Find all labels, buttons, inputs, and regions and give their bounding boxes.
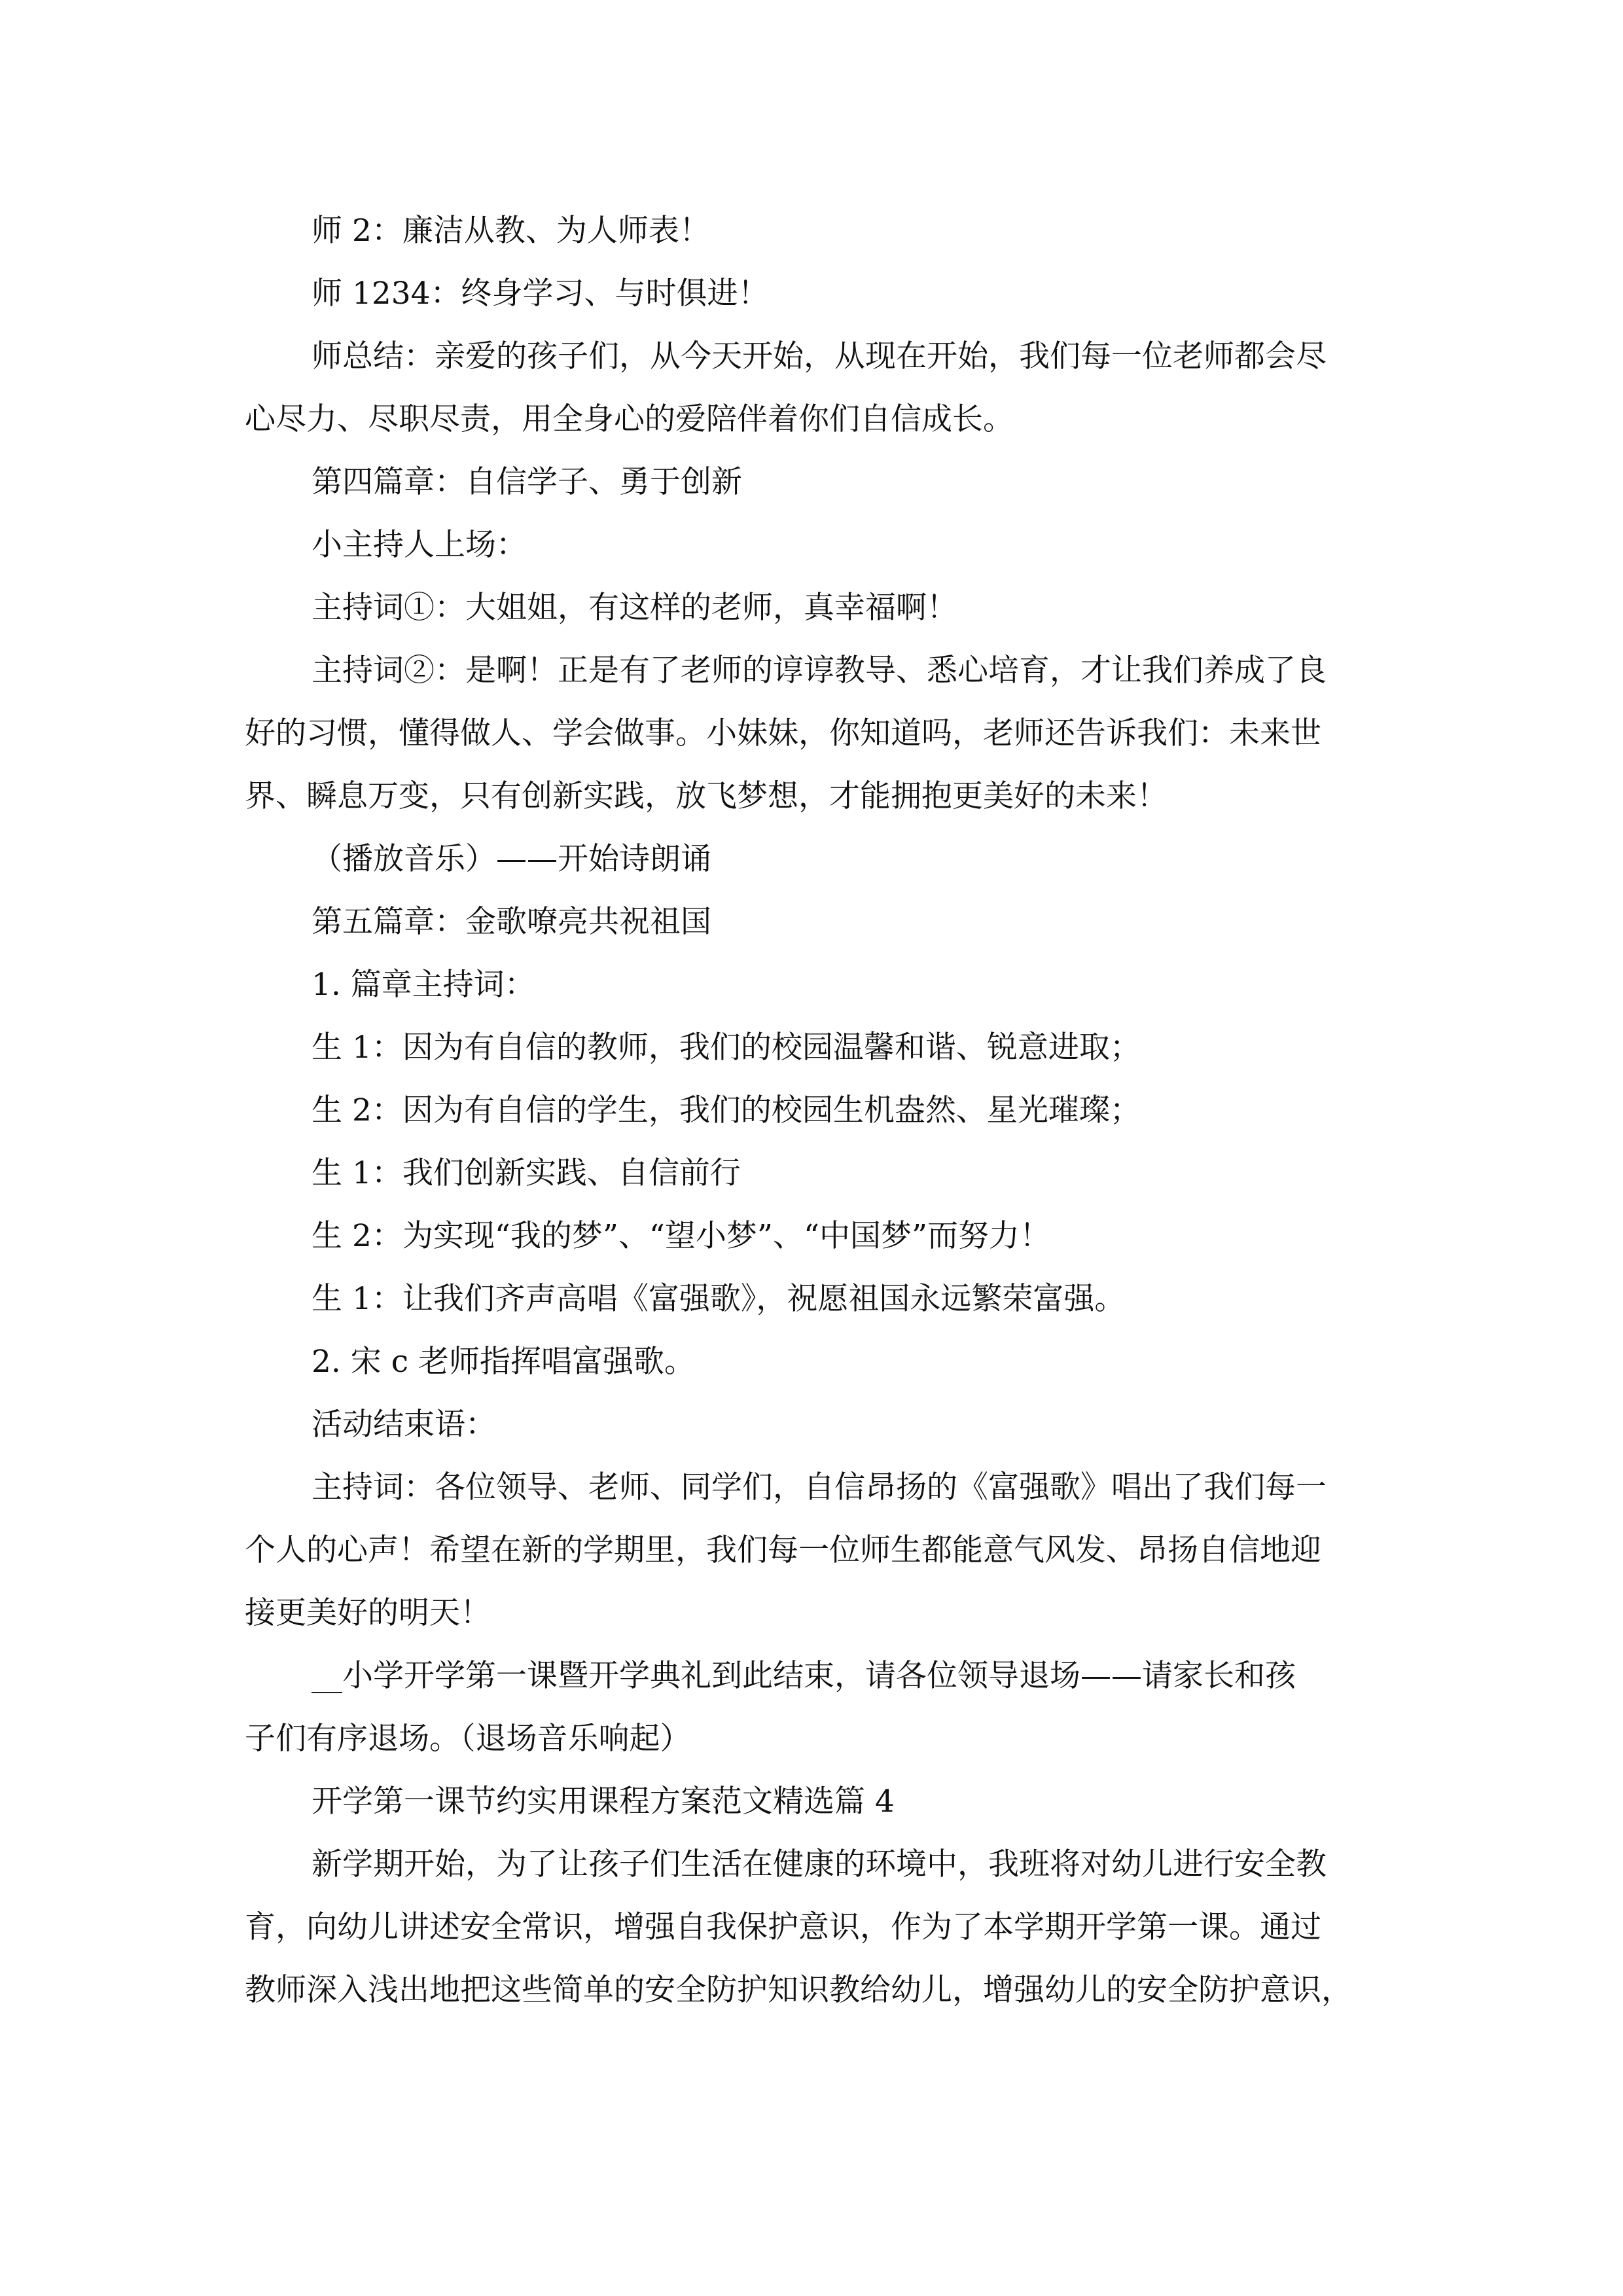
text-line: 心尽力、尽职尽责，用全身心的爱陪伴着你们自信成长。 bbox=[245, 401, 1014, 437]
text-line: 教师深入浅出地把这些简单的安全防护知识教给幼儿，增强幼儿的安全防护意识， bbox=[245, 1972, 1352, 2008]
text-line: 育，向幼儿讲述安全常识，增强自我保护意识，作为了本学期开学第一课。通过 bbox=[245, 1909, 1321, 1945]
text-line: 生 2：为实现“我的梦”、“望小梦”、“中国梦”而努力！ bbox=[312, 1218, 1051, 1254]
text-line: 活动结束语： bbox=[312, 1407, 496, 1443]
text-line: 主持词：各位领导、老师、同学们，自信昂扬的《富强歌》唱出了我们每一 bbox=[312, 1469, 1327, 1505]
text-line: 生 1：让我们齐声高唱《富强歌》，祝愿祖国永远繁荣富强。 bbox=[312, 1281, 1126, 1317]
text-line: 师总结：亲爱的孩子们，从今天开始，从现在开始，我们每一位老师都会尽 bbox=[312, 338, 1327, 374]
text-line: 主持词②：是啊！正是有了老师的谆谆教导、悉心培育，才让我们养成了良 bbox=[312, 653, 1327, 689]
text-line: 界、瞬息万变，只有创新实践，放飞梦想，才能拥抱更美好的未来！ bbox=[245, 778, 1168, 814]
text-line: 第五篇章：金歌嘹亮共祝祖国 bbox=[312, 904, 711, 940]
text-line: 生 2：因为有自信的学生，我们的校园生机盎然、星光璀璨； bbox=[312, 1092, 1141, 1128]
text-line: 个人的心声！希望在新的学期里，我们每一位师生都能意气风发、昂扬自信地迎 bbox=[245, 1532, 1321, 1568]
text-line: 开学第一课节约实用课程方案范文精选篇 4 bbox=[312, 1784, 895, 1820]
text-line: 1. 篇章主持词： bbox=[312, 967, 535, 1003]
text-line: 师 2：廉洁从教、为人师表！ bbox=[312, 213, 710, 249]
text-line: 2. 宋 c 老师指挥唱富强歌。 bbox=[312, 1344, 695, 1380]
text-line: 接更美好的明天！ bbox=[245, 1595, 491, 1631]
text-line: （播放音乐）——开始诗朗诵 bbox=[312, 841, 711, 877]
text-line: 好的习惯，懂得做人、学会做事。小妹妹，你知道吗，老师还告诉我们：未来世 bbox=[245, 715, 1321, 751]
text-line: 生 1：我们创新实践、自信前行 bbox=[312, 1155, 741, 1191]
text-line: 师 1234：终身学习、与时俱进！ bbox=[312, 276, 769, 312]
text-line: 子们有序退场。（退场音乐响起） bbox=[245, 1721, 691, 1757]
text-line: 小主持人上场： bbox=[312, 527, 527, 563]
text-line: 新学期开始，为了让孩子们生活在健康的环境中，我班将对幼儿进行安全教 bbox=[312, 1846, 1327, 1882]
text-line: __小学开学第一课暨开学典礼到此结束，请各位领导退场——请家长和孩 bbox=[312, 1658, 1296, 1694]
text-line: 生 1：因为有自信的教师，我们的校园温馨和谐、锐意进取； bbox=[312, 1030, 1141, 1066]
text-line: 第四篇章：自信学子、勇于创新 bbox=[312, 464, 742, 500]
text-line: 主持词①：大姐姐，有这样的老师，真幸福啊！ bbox=[312, 590, 957, 626]
